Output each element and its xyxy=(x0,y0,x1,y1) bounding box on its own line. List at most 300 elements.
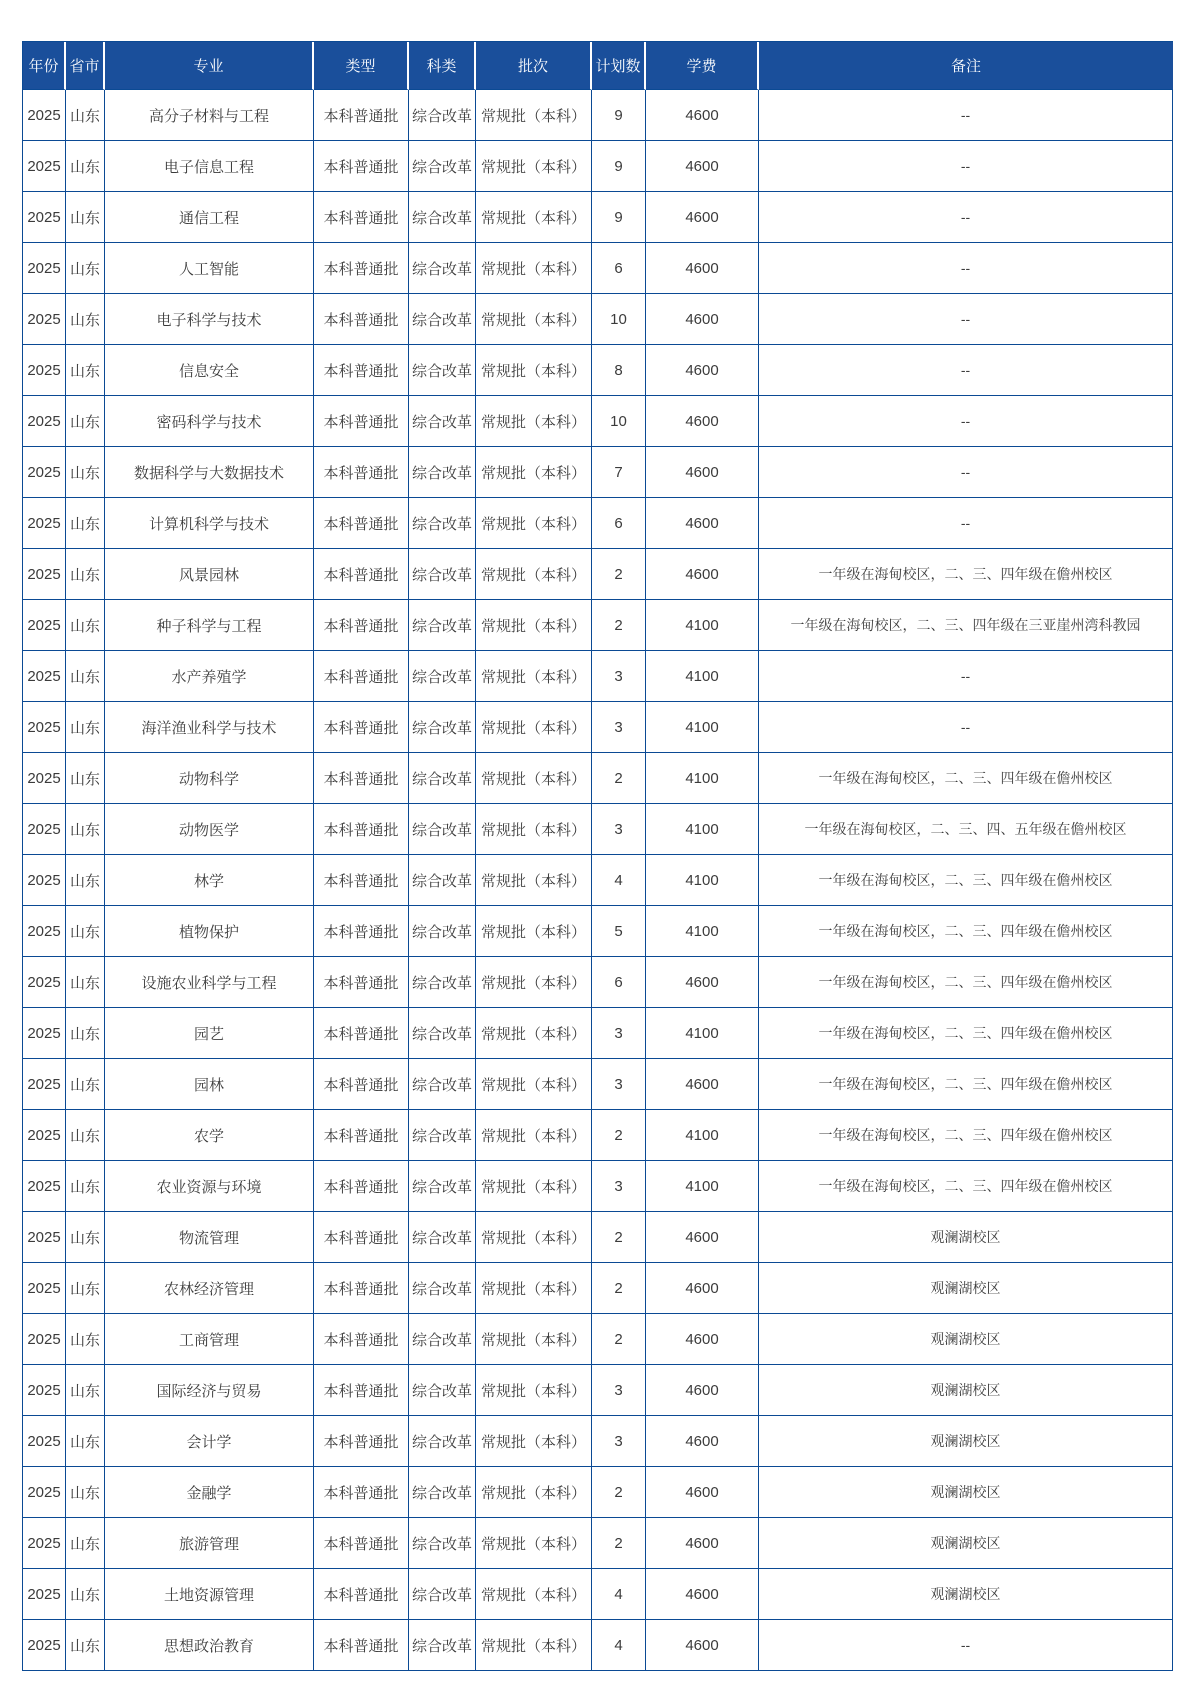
header-prov: 省市 xyxy=(66,42,105,90)
cell-year: 2025 xyxy=(22,702,66,753)
cell-plan: 2 xyxy=(592,1314,646,1365)
cell-batch: 常规批（本科） xyxy=(476,498,592,549)
cell-fee: 4100 xyxy=(646,600,759,651)
cell-major: 会计学 xyxy=(105,1416,314,1467)
cell-prov: 山东 xyxy=(66,549,105,600)
cell-plan: 6 xyxy=(592,498,646,549)
table-row xyxy=(22,855,1173,906)
cell-type: 本科普通批 xyxy=(314,651,409,702)
cell-plan: 6 xyxy=(592,957,646,1008)
table-row xyxy=(22,1467,1173,1518)
cell-subject: 综合改革 xyxy=(409,549,476,600)
cell-plan: 2 xyxy=(592,753,646,804)
cell-fee: 4100 xyxy=(646,1110,759,1161)
cell-prov: 山东 xyxy=(66,600,105,651)
cell-major: 动物医学 xyxy=(105,804,314,855)
cell-year: 2025 xyxy=(22,1518,66,1569)
cell-prov: 山东 xyxy=(66,1263,105,1314)
cell-fee: 4600 xyxy=(646,1518,759,1569)
table-row xyxy=(22,1416,1173,1467)
cell-prov: 山东 xyxy=(66,906,105,957)
cell-plan: 7 xyxy=(592,447,646,498)
cell-year: 2025 xyxy=(22,804,66,855)
header-fee: 学费 xyxy=(646,42,759,90)
cell-type: 本科普通批 xyxy=(314,549,409,600)
cell-type: 本科普通批 xyxy=(314,1467,409,1518)
cell-prov: 山东 xyxy=(66,1314,105,1365)
cell-batch: 常规批（本科） xyxy=(476,192,592,243)
cell-batch: 常规批（本科） xyxy=(476,855,592,906)
cell-year: 2025 xyxy=(22,243,66,294)
cell-prov: 山东 xyxy=(66,1110,105,1161)
cell-remark: 观澜湖校区 xyxy=(759,1263,1173,1314)
cell-type: 本科普通批 xyxy=(314,906,409,957)
cell-batch: 常规批（本科） xyxy=(476,957,592,1008)
cell-major: 物流管理 xyxy=(105,1212,314,1263)
cell-remark: 一年级在海甸校区，二、三、四年级在儋州校区 xyxy=(759,753,1173,804)
cell-prov: 山东 xyxy=(66,957,105,1008)
cell-batch: 常规批（本科） xyxy=(476,549,592,600)
cell-subject: 综合改革 xyxy=(409,651,476,702)
cell-prov: 山东 xyxy=(66,702,105,753)
cell-plan: 3 xyxy=(592,804,646,855)
cell-major: 园林 xyxy=(105,1059,314,1110)
cell-plan: 2 xyxy=(592,1263,646,1314)
cell-plan: 3 xyxy=(592,1161,646,1212)
table-row xyxy=(22,243,1173,294)
cell-fee: 4600 xyxy=(646,447,759,498)
cell-type: 本科普通批 xyxy=(314,1263,409,1314)
cell-type: 本科普通批 xyxy=(314,1314,409,1365)
cell-remark: 一年级在海甸校区，二、三、四年级在儋州校区 xyxy=(759,1059,1173,1110)
cell-remark: 一年级在海甸校区，二、三、四年级在儋州校区 xyxy=(759,1008,1173,1059)
cell-remark: -- xyxy=(759,243,1173,294)
cell-plan: 3 xyxy=(592,702,646,753)
cell-major: 农林经济管理 xyxy=(105,1263,314,1314)
table-row xyxy=(22,1110,1173,1161)
cell-subject: 综合改革 xyxy=(409,906,476,957)
cell-prov: 山东 xyxy=(66,90,105,141)
table-row xyxy=(22,651,1173,702)
cell-batch: 常规批（本科） xyxy=(476,396,592,447)
cell-prov: 山东 xyxy=(66,1365,105,1416)
cell-year: 2025 xyxy=(22,1314,66,1365)
cell-type: 本科普通批 xyxy=(314,396,409,447)
cell-remark: 观澜湖校区 xyxy=(759,1416,1173,1467)
cell-subject: 综合改革 xyxy=(409,1110,476,1161)
cell-fee: 4600 xyxy=(646,1416,759,1467)
cell-plan: 2 xyxy=(592,1467,646,1518)
table-row xyxy=(22,906,1173,957)
cell-prov: 山东 xyxy=(66,294,105,345)
cell-fee: 4100 xyxy=(646,1161,759,1212)
cell-plan: 3 xyxy=(592,1059,646,1110)
cell-prov: 山东 xyxy=(66,345,105,396)
cell-major: 工商管理 xyxy=(105,1314,314,1365)
cell-plan: 3 xyxy=(592,1008,646,1059)
cell-plan: 10 xyxy=(592,294,646,345)
cell-type: 本科普通批 xyxy=(314,753,409,804)
cell-remark: 观澜湖校区 xyxy=(759,1569,1173,1620)
cell-remark: -- xyxy=(759,1620,1173,1671)
cell-plan: 3 xyxy=(592,651,646,702)
cell-type: 本科普通批 xyxy=(314,1518,409,1569)
cell-type: 本科普通批 xyxy=(314,1569,409,1620)
table-row xyxy=(22,1008,1173,1059)
cell-prov: 山东 xyxy=(66,1008,105,1059)
cell-type: 本科普通批 xyxy=(314,90,409,141)
cell-plan: 2 xyxy=(592,1518,646,1569)
cell-year: 2025 xyxy=(22,447,66,498)
cell-batch: 常规批（本科） xyxy=(476,702,592,753)
cell-prov: 山东 xyxy=(66,804,105,855)
cell-remark: -- xyxy=(759,702,1173,753)
cell-fee: 4600 xyxy=(646,1059,759,1110)
cell-batch: 常规批（本科） xyxy=(476,1263,592,1314)
cell-year: 2025 xyxy=(22,294,66,345)
cell-batch: 常规批（本科） xyxy=(476,1518,592,1569)
cell-remark: 观澜湖校区 xyxy=(759,1467,1173,1518)
cell-batch: 常规批（本科） xyxy=(476,90,592,141)
cell-plan: 4 xyxy=(592,855,646,906)
cell-remark: -- xyxy=(759,345,1173,396)
header-batch: 批次 xyxy=(476,42,592,90)
cell-prov: 山东 xyxy=(66,855,105,906)
cell-year: 2025 xyxy=(22,90,66,141)
cell-type: 本科普通批 xyxy=(314,702,409,753)
cell-type: 本科普通批 xyxy=(314,957,409,1008)
cell-remark: -- xyxy=(759,498,1173,549)
cell-batch: 常规批（本科） xyxy=(476,243,592,294)
cell-fee: 4100 xyxy=(646,855,759,906)
cell-major: 园艺 xyxy=(105,1008,314,1059)
cell-batch: 常规批（本科） xyxy=(476,906,592,957)
table-row xyxy=(22,1620,1173,1671)
cell-type: 本科普通批 xyxy=(314,1110,409,1161)
cell-year: 2025 xyxy=(22,141,66,192)
cell-type: 本科普通批 xyxy=(314,1059,409,1110)
cell-type: 本科普通批 xyxy=(314,294,409,345)
cell-fee: 4600 xyxy=(646,549,759,600)
table-row xyxy=(22,957,1173,1008)
cell-fee: 4600 xyxy=(646,141,759,192)
cell-subject: 综合改革 xyxy=(409,855,476,906)
cell-major: 密码科学与技术 xyxy=(105,396,314,447)
cell-subject: 综合改革 xyxy=(409,1620,476,1671)
table-row xyxy=(22,753,1173,804)
cell-subject: 综合改革 xyxy=(409,498,476,549)
cell-subject: 综合改革 xyxy=(409,243,476,294)
cell-subject: 综合改革 xyxy=(409,447,476,498)
cell-plan: 2 xyxy=(592,1110,646,1161)
cell-year: 2025 xyxy=(22,1416,66,1467)
cell-major: 水产养殖学 xyxy=(105,651,314,702)
cell-year: 2025 xyxy=(22,1263,66,1314)
cell-subject: 综合改革 xyxy=(409,1059,476,1110)
cell-subject: 综合改革 xyxy=(409,1008,476,1059)
cell-year: 2025 xyxy=(22,498,66,549)
cell-major: 电子信息工程 xyxy=(105,141,314,192)
cell-fee: 4600 xyxy=(646,345,759,396)
cell-batch: 常规批（本科） xyxy=(476,1569,592,1620)
cell-remark: 一年级在海甸校区，二、三、四、五年级在儋州校区 xyxy=(759,804,1173,855)
cell-remark: -- xyxy=(759,651,1173,702)
cell-fee: 4600 xyxy=(646,192,759,243)
enrollment-plan-table xyxy=(22,41,1173,1671)
cell-plan: 2 xyxy=(592,600,646,651)
cell-remark: 观澜湖校区 xyxy=(759,1518,1173,1569)
cell-batch: 常规批（本科） xyxy=(476,1467,592,1518)
cell-batch: 常规批（本科） xyxy=(476,600,592,651)
cell-subject: 综合改革 xyxy=(409,1365,476,1416)
cell-fee: 4600 xyxy=(646,294,759,345)
cell-subject: 综合改革 xyxy=(409,1212,476,1263)
cell-plan: 2 xyxy=(592,1212,646,1263)
cell-year: 2025 xyxy=(22,957,66,1008)
cell-year: 2025 xyxy=(22,1008,66,1059)
cell-type: 本科普通批 xyxy=(314,345,409,396)
cell-batch: 常规批（本科） xyxy=(476,1008,592,1059)
cell-batch: 常规批（本科） xyxy=(476,651,592,702)
cell-major: 信息安全 xyxy=(105,345,314,396)
table-row xyxy=(22,702,1173,753)
cell-major: 海洋渔业科学与技术 xyxy=(105,702,314,753)
table-row xyxy=(22,1263,1173,1314)
cell-subject: 综合改革 xyxy=(409,753,476,804)
cell-remark: -- xyxy=(759,90,1173,141)
table-row xyxy=(22,1365,1173,1416)
cell-batch: 常规批（本科） xyxy=(476,1620,592,1671)
cell-plan: 10 xyxy=(592,396,646,447)
cell-prov: 山东 xyxy=(66,651,105,702)
header-plan: 计划数 xyxy=(592,42,646,90)
cell-prov: 山东 xyxy=(66,498,105,549)
cell-major: 人工智能 xyxy=(105,243,314,294)
cell-remark: 观澜湖校区 xyxy=(759,1212,1173,1263)
cell-fee: 4600 xyxy=(646,1212,759,1263)
cell-year: 2025 xyxy=(22,1620,66,1671)
table-row xyxy=(22,141,1173,192)
cell-major: 农学 xyxy=(105,1110,314,1161)
cell-fee: 4100 xyxy=(646,702,759,753)
cell-fee: 4100 xyxy=(646,753,759,804)
cell-remark: -- xyxy=(759,294,1173,345)
cell-subject: 综合改革 xyxy=(409,294,476,345)
cell-fee: 4100 xyxy=(646,1008,759,1059)
cell-subject: 综合改革 xyxy=(409,600,476,651)
cell-remark: -- xyxy=(759,141,1173,192)
cell-type: 本科普通批 xyxy=(314,1212,409,1263)
cell-batch: 常规批（本科） xyxy=(476,294,592,345)
cell-prov: 山东 xyxy=(66,1518,105,1569)
cell-plan: 9 xyxy=(592,141,646,192)
cell-fee: 4600 xyxy=(646,243,759,294)
cell-plan: 9 xyxy=(592,90,646,141)
cell-batch: 常规批（本科） xyxy=(476,1365,592,1416)
table-row xyxy=(22,804,1173,855)
cell-type: 本科普通批 xyxy=(314,243,409,294)
cell-year: 2025 xyxy=(22,855,66,906)
cell-year: 2025 xyxy=(22,1161,66,1212)
cell-year: 2025 xyxy=(22,1212,66,1263)
cell-remark: 一年级在海甸校区，二、三、四年级在儋州校区 xyxy=(759,957,1173,1008)
cell-remark: 一年级在海甸校区，二、三、四年级在儋州校区 xyxy=(759,906,1173,957)
cell-remark: 一年级在海甸校区，二、三、四年级在儋州校区 xyxy=(759,855,1173,906)
cell-major: 电子科学与技术 xyxy=(105,294,314,345)
cell-remark: -- xyxy=(759,447,1173,498)
cell-batch: 常规批（本科） xyxy=(476,1161,592,1212)
cell-remark: 一年级在海甸校区，二、三、四年级在儋州校区 xyxy=(759,549,1173,600)
cell-fee: 4600 xyxy=(646,1314,759,1365)
cell-remark: -- xyxy=(759,192,1173,243)
cell-major: 数据科学与大数据技术 xyxy=(105,447,314,498)
cell-batch: 常规批（本科） xyxy=(476,1416,592,1467)
cell-fee: 4100 xyxy=(646,651,759,702)
cell-major: 计算机科学与技术 xyxy=(105,498,314,549)
cell-fee: 4600 xyxy=(646,1569,759,1620)
cell-plan: 5 xyxy=(592,906,646,957)
cell-prov: 山东 xyxy=(66,1467,105,1518)
cell-fee: 4100 xyxy=(646,906,759,957)
cell-subject: 综合改革 xyxy=(409,1518,476,1569)
cell-prov: 山东 xyxy=(66,192,105,243)
cell-batch: 常规批（本科） xyxy=(476,753,592,804)
cell-year: 2025 xyxy=(22,345,66,396)
cell-subject: 综合改革 xyxy=(409,1314,476,1365)
cell-batch: 常规批（本科） xyxy=(476,447,592,498)
cell-fee: 4600 xyxy=(646,1620,759,1671)
cell-remark: 观澜湖校区 xyxy=(759,1314,1173,1365)
cell-subject: 综合改革 xyxy=(409,1161,476,1212)
table-row xyxy=(22,396,1173,447)
cell-plan: 6 xyxy=(592,243,646,294)
cell-major: 金融学 xyxy=(105,1467,314,1518)
cell-remark: -- xyxy=(759,396,1173,447)
cell-prov: 山东 xyxy=(66,1059,105,1110)
cell-year: 2025 xyxy=(22,1059,66,1110)
cell-remark: 一年级在海甸校区，二、三、四年级在三亚崖州湾科教园 xyxy=(759,600,1173,651)
cell-subject: 综合改革 xyxy=(409,192,476,243)
cell-major: 风景园林 xyxy=(105,549,314,600)
cell-plan: 9 xyxy=(592,192,646,243)
table-row xyxy=(22,1314,1173,1365)
table-row xyxy=(22,1059,1173,1110)
cell-plan: 8 xyxy=(592,345,646,396)
cell-plan: 4 xyxy=(592,1620,646,1671)
cell-remark: 观澜湖校区 xyxy=(759,1365,1173,1416)
cell-year: 2025 xyxy=(22,1110,66,1161)
header-remark: 备注 xyxy=(759,42,1173,90)
table-row xyxy=(22,294,1173,345)
table-row xyxy=(22,90,1173,141)
table-body xyxy=(22,90,1173,1671)
cell-major: 国际经济与贸易 xyxy=(105,1365,314,1416)
cell-subject: 综合改革 xyxy=(409,396,476,447)
table-row xyxy=(22,447,1173,498)
cell-prov: 山东 xyxy=(66,447,105,498)
table-row xyxy=(22,1212,1173,1263)
cell-type: 本科普通批 xyxy=(314,600,409,651)
cell-remark: 一年级在海甸校区，二、三、四年级在儋州校区 xyxy=(759,1161,1173,1212)
cell-type: 本科普通批 xyxy=(314,1008,409,1059)
cell-fee: 4100 xyxy=(646,804,759,855)
cell-major: 种子科学与工程 xyxy=(105,600,314,651)
cell-type: 本科普通批 xyxy=(314,141,409,192)
header-row xyxy=(22,42,1173,90)
cell-type: 本科普通批 xyxy=(314,1161,409,1212)
header-major: 专业 xyxy=(105,42,314,90)
cell-subject: 综合改革 xyxy=(409,141,476,192)
cell-year: 2025 xyxy=(22,1467,66,1518)
cell-year: 2025 xyxy=(22,600,66,651)
cell-prov: 山东 xyxy=(66,396,105,447)
cell-remark: 一年级在海甸校区，二、三、四年级在儋州校区 xyxy=(759,1110,1173,1161)
cell-fee: 4600 xyxy=(646,498,759,549)
cell-year: 2025 xyxy=(22,651,66,702)
table-row xyxy=(22,600,1173,651)
cell-major: 思想政治教育 xyxy=(105,1620,314,1671)
cell-plan: 4 xyxy=(592,1569,646,1620)
cell-type: 本科普通批 xyxy=(314,855,409,906)
table-row xyxy=(22,1518,1173,1569)
cell-major: 植物保护 xyxy=(105,906,314,957)
cell-type: 本科普通批 xyxy=(314,1620,409,1671)
cell-year: 2025 xyxy=(22,1569,66,1620)
cell-batch: 常规批（本科） xyxy=(476,345,592,396)
cell-type: 本科普通批 xyxy=(314,1416,409,1467)
table-row xyxy=(22,549,1173,600)
cell-fee: 4600 xyxy=(646,1467,759,1518)
header-type: 类型 xyxy=(314,42,409,90)
cell-subject: 综合改革 xyxy=(409,1416,476,1467)
cell-fee: 4600 xyxy=(646,1365,759,1416)
cell-batch: 常规批（本科） xyxy=(476,141,592,192)
cell-type: 本科普通批 xyxy=(314,192,409,243)
cell-subject: 综合改革 xyxy=(409,804,476,855)
cell-type: 本科普通批 xyxy=(314,447,409,498)
cell-major: 旅游管理 xyxy=(105,1518,314,1569)
cell-plan: 3 xyxy=(592,1365,646,1416)
table-row xyxy=(22,192,1173,243)
cell-batch: 常规批（本科） xyxy=(476,1212,592,1263)
cell-major: 通信工程 xyxy=(105,192,314,243)
cell-prov: 山东 xyxy=(66,1161,105,1212)
cell-batch: 常规批（本科） xyxy=(476,1110,592,1161)
header-subject: 科类 xyxy=(409,42,476,90)
cell-prov: 山东 xyxy=(66,753,105,804)
cell-year: 2025 xyxy=(22,906,66,957)
cell-major: 农业资源与环境 xyxy=(105,1161,314,1212)
cell-type: 本科普通批 xyxy=(314,498,409,549)
cell-plan: 2 xyxy=(592,549,646,600)
cell-batch: 常规批（本科） xyxy=(476,1314,592,1365)
cell-major: 设施农业科学与工程 xyxy=(105,957,314,1008)
table-row xyxy=(22,345,1173,396)
header-year: 年份 xyxy=(22,42,66,90)
cell-year: 2025 xyxy=(22,192,66,243)
cell-prov: 山东 xyxy=(66,1620,105,1671)
cell-plan: 3 xyxy=(592,1416,646,1467)
cell-batch: 常规批（本科） xyxy=(476,804,592,855)
cell-subject: 综合改革 xyxy=(409,702,476,753)
cell-subject: 综合改革 xyxy=(409,345,476,396)
cell-fee: 4600 xyxy=(646,90,759,141)
cell-batch: 常规批（本科） xyxy=(476,1059,592,1110)
cell-year: 2025 xyxy=(22,1365,66,1416)
cell-fee: 4600 xyxy=(646,957,759,1008)
cell-subject: 综合改革 xyxy=(409,1467,476,1518)
cell-year: 2025 xyxy=(22,549,66,600)
